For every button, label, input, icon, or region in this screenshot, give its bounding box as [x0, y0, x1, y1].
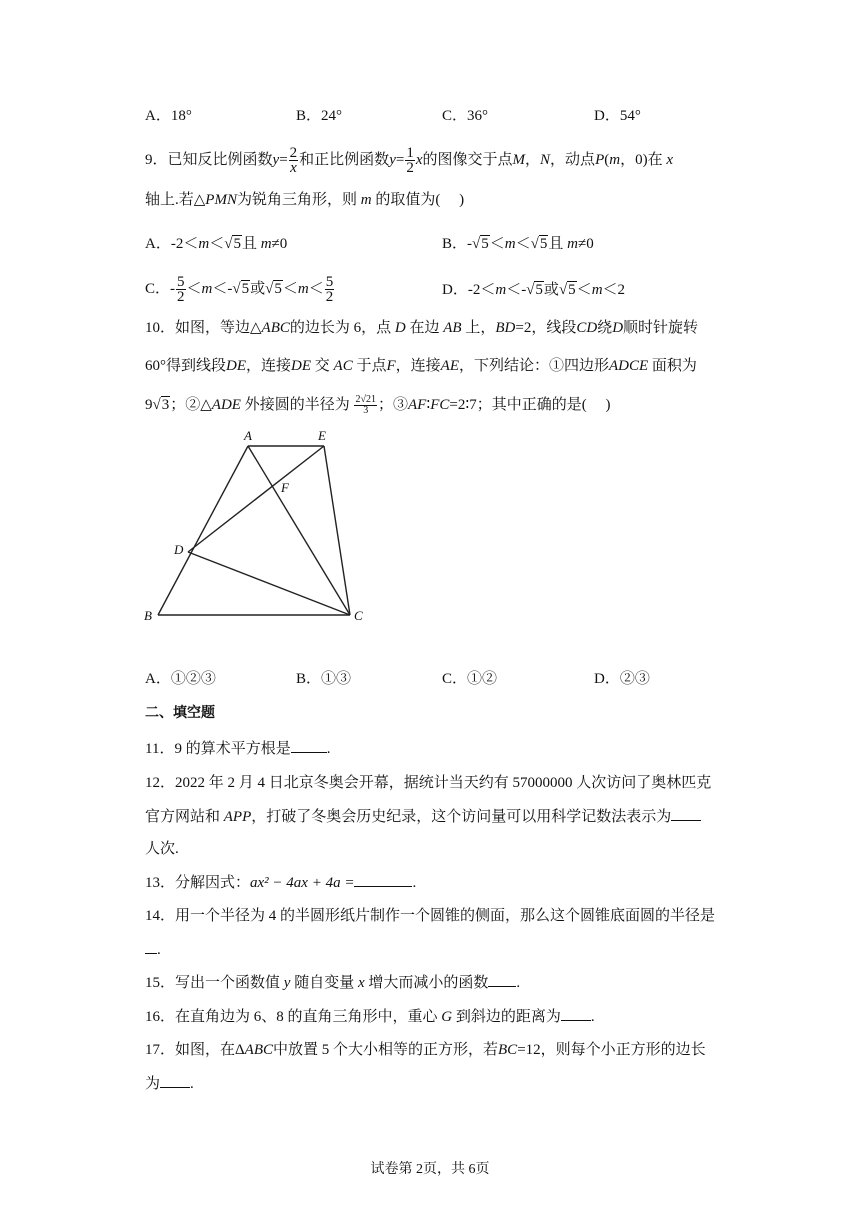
label-e: E [318, 428, 326, 443]
q9-fraction-1-over-2: $\frac{1}{2}$ [406, 145, 414, 177]
label-a: A [244, 428, 252, 443]
q9-line1: 9．已知反比例函数y= $\frac{2}{x}$和正比例函数y= $\frac{1}{2}$ x的图像交于点M，N，动点P(m，0)在 x [145, 145, 673, 177]
page-footer: 试卷第 2页，共 6页 [370, 1162, 490, 1177]
q10-line3: 9√3；②△ADE 外接圆的半径为 $\frac{2√21}{3}$ ；③AF∶FC=2∶7；其中正确的是( ) [145, 394, 611, 417]
q9-option-c: C．- $\frac{5}{2}$ ＜m＜-√5或√5＜m＜ $\frac{5}{2}$ [145, 274, 334, 306]
q12-answer-blank[interactable] [671, 806, 701, 821]
q10-line1: 10．如图，等边△ABC的边长为 6，点 D 在边 AB 上，BD=2，线段CD绕D顺时针旋转 [145, 320, 699, 336]
segment-ec [324, 446, 350, 615]
q8-option-c: C．36° [442, 108, 489, 124]
label-c: C [354, 608, 363, 623]
q14-line1: 14．用一个半径为 4 的半圆形纸片制作一个圆锥的侧面，那么这个圆锥底面圆的半径是 [145, 908, 716, 924]
segment-ba [158, 446, 248, 615]
q8-option-b: B．24° [296, 108, 343, 124]
q17-answer-blank[interactable] [160, 1073, 190, 1088]
q9-option-a: A．-2＜m＜√5且 m≠0 [145, 236, 288, 252]
q8-option-a: A．18° [145, 108, 192, 124]
q17-line1: 17．如图，在ΔABC中放置 5 个大小相等的正方形，若BC=12，则每个小正方形的边长 [145, 1042, 706, 1058]
q14-line2: . [145, 939, 161, 960]
q15-answer-blank[interactable] [488, 972, 516, 987]
q12-line2: 官方网站和 APP，打破了冬奥会历史纪录，这个访问量可以用科学记数法表示为 [145, 806, 701, 827]
q9-option-b: B．-√5＜m＜√5且 m≠0 [442, 236, 594, 252]
q10-line2: 60°得到线段DE，连接DE 交 AC 于点F，连接AE，下列结论：①四边形ADCE 面积为 [145, 358, 697, 374]
segment-de [188, 446, 324, 552]
q12-line1: 12．2022 年 2 月 4 日北京冬奥会开幕，据统计当天约有 57000000 人次访问了奥林匹克 [145, 775, 712, 791]
q9-option-d: D．-2＜m＜-√5或√5＜m＜2 [442, 282, 626, 298]
q14-answer-blank[interactable] [145, 939, 157, 954]
q12-line3: 人次. [145, 841, 179, 857]
q10-triangle-figure [138, 426, 378, 626]
q17-line2: 为 . [145, 1073, 194, 1094]
q10-option-a: A．①②③ [145, 671, 216, 687]
q10-option-d: D．②③ [594, 671, 650, 687]
q15: 15．写出一个函数值 y 随自变量 x 增大而减小的函数 . [145, 972, 520, 993]
q8-option-d: D．54° [594, 108, 641, 124]
q10-radius-fraction: $\frac{2√21}{3}$ [355, 394, 376, 417]
label-d: D [174, 542, 184, 557]
q16-answer-blank[interactable] [561, 1006, 591, 1021]
segment-ac [248, 446, 350, 615]
q9-fraction-2-over-x: $\frac{2}{x}$ [289, 145, 298, 177]
segment-dc [188, 552, 350, 615]
q11-answer-blank[interactable] [291, 738, 327, 753]
section-heading-fill-in: 二、填空题 [145, 705, 215, 721]
q13: 13．分解因式：ax² − 4ax + 4a = . [145, 872, 416, 893]
q10-option-c: C．①② [442, 671, 498, 687]
q10-option-b: B．①③ [296, 671, 352, 687]
q11: 11．9 的算术平方根是 . [145, 738, 330, 759]
q13-answer-blank[interactable] [354, 872, 412, 887]
q9-line2: 轴上.若△PMN为锐角三角形，则 m 的取值为( ) [145, 192, 465, 208]
q16: 16．在直角边为 6、8 的直角三角形中，重心 G 到斜边的距离为 . [145, 1006, 595, 1027]
label-f: F [281, 480, 289, 495]
label-b: B [144, 608, 152, 623]
q13-expression: ax² − 4ax + 4a = [250, 875, 355, 891]
